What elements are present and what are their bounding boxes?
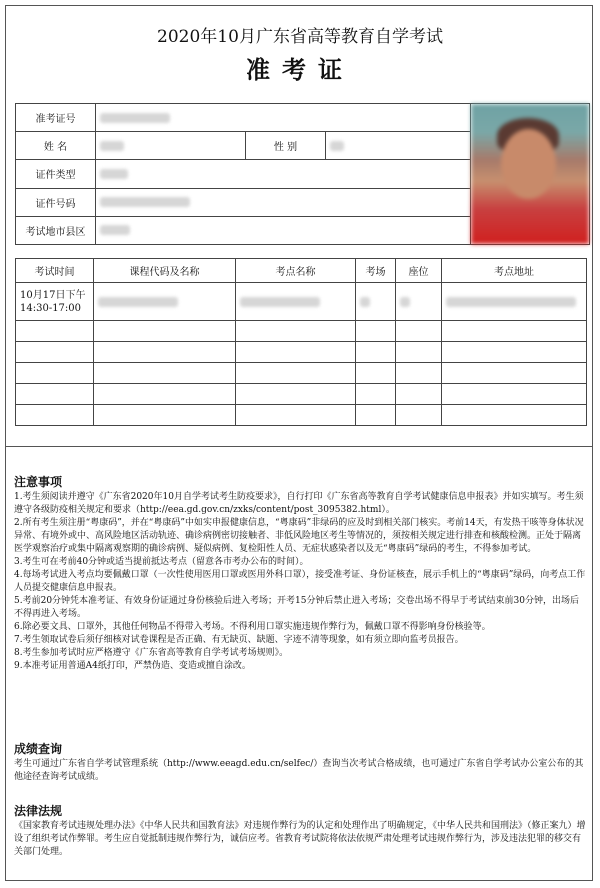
- seat-cell: [396, 283, 442, 321]
- course-cell: [94, 283, 236, 321]
- note-item: 9.本准考证用普通A4纸打印，严禁伪造、变造或擅自涂改。: [14, 661, 251, 671]
- notes-section: [6, 446, 592, 884]
- note-item: 1.考生须阅读并遵守《广东省2020年10月自学考试考生防疫要求》，自行打印《广东省高等教育自学考试健康信息申报表》并如实填写。考生须遵守各级防疫相关规定和要求（http://eea.gd.gov.cn/zxks/content/post_3095382.html）。: [14, 492, 584, 515]
- exam-no-value: [96, 104, 471, 132]
- note-item: 4.每场考试进入考点均要佩戴口罩（一次性使用医用口罩或医用外科口罩），接受准考证、身份证核查，展示手机上的“粤康码”绿码，向考点工作人员提交健康信息申报表。: [14, 570, 586, 593]
- exam-time-cell: 10月17日下午 14:30-17:00: [16, 283, 94, 321]
- note-item: 5.考前20分钟凭本准考证、有效身份证通过身份核验后进入考场；开考15分钟后禁止进入考场；交卷出场不得早于考试结束前30分钟，出场后不得再进入考场。: [14, 596, 579, 619]
- law-heading: 法律法规: [14, 804, 63, 818]
- name-label: 姓 名: [16, 132, 96, 160]
- col-address: 考点地址: [442, 259, 587, 283]
- results-heading: 成绩查询: [14, 742, 63, 756]
- col-room: 考场: [356, 259, 396, 283]
- note-item: 7.考生领取试卷后须仔细核对试卷课程是否正确、有无缺页、缺题、字迹不清等现象，如有须立即向监考员报告。: [14, 635, 464, 645]
- id-no-label: 证件号码: [16, 188, 96, 216]
- note-item: 3.考生可在考前40分钟或适当提前抵达考点（留意各市考办公布的时间）。: [14, 557, 309, 567]
- venue-cell: [236, 283, 356, 321]
- district-label: 考试地市县区: [16, 216, 96, 244]
- notes-heading: 注意事项: [14, 475, 63, 489]
- col-venue: 考点名称: [236, 259, 356, 283]
- note-item: 2.所有考生须注册“粤康码”，并在“粤康码”中如实申报健康信息，“粤康码”非绿码的应及时到相关部门核实。考前14天，有发热干咳等身体状况异常、有境外或中、高风险地区活动轨迹、确诊病例密切接触者、非低风险地区考生等情况的，须按相关规定进行排查和核酸检测。正处于隔离医学观察治疗或集中隔离观察期的确诊病例、疑似病例、复检阳性人员、无症状感染者以及无“粤康码”绿码的考生，不得参加考试。: [14, 518, 584, 554]
- table-row: [16, 321, 587, 342]
- page-subtitle: 准考证: [246, 55, 354, 84]
- exam-no-label: 准考证号: [16, 104, 96, 132]
- gender-label: 性 别: [246, 132, 326, 160]
- table-row: [16, 405, 587, 426]
- col-course: 课程代码及名称: [94, 259, 236, 283]
- id-type-label: 证件类型: [16, 160, 96, 188]
- results-text: 考生可通过广东省自学考试管理系统（http://www.eeagd.edu.cn/selfec/）查询当次考试合格成绩，也可通过广东省自学考试办公室公布的其他途径查询考试成绩。: [14, 759, 584, 782]
- address-cell: [442, 283, 587, 321]
- gender-value: [326, 132, 471, 160]
- district-value: [96, 216, 471, 244]
- id-no-value: [96, 188, 471, 216]
- table-row: [16, 384, 587, 405]
- table-row: [16, 363, 587, 384]
- law-text: 《国家教育考试违规处理办法》《中华人民共和国教育法》对违规作弊行为的认定和处理作出了明确规定，《中华人民共和国刑法》（修正案九）增设了组织考试作弊罪。考生应自觉抵制违规作弊行为，诚信应考。省教育考试院将依法依规严肃处理考试违规作弊行为，涉及违法犯罪的移交有关部门处理。: [14, 821, 586, 857]
- col-seat: 座位: [396, 259, 442, 283]
- note-item: 8.考生参加考试时应严格遵守《广东省高等教育自学考试考场规则》。: [14, 648, 289, 658]
- note-item: 6.除必要文具、口罩外，其他任何物品不得带入考场。不得利用口罩实施违规作弊行为，佩戴口罩不得影响身份核验等。: [14, 622, 491, 632]
- room-cell: [356, 283, 396, 321]
- page-title: 2020年10月广东省高等教育自学考试: [157, 27, 443, 47]
- candidate-photo-cell: [471, 104, 590, 245]
- notes-list: [14, 491, 586, 673]
- table-row: [16, 342, 587, 363]
- candidate-photo: [471, 104, 589, 244]
- exam-schedule-table: [15, 258, 587, 426]
- col-exam-time: 考试时间: [16, 259, 94, 283]
- candidate-info-table: [15, 103, 590, 245]
- table-row: [16, 283, 587, 321]
- name-value: [96, 132, 246, 160]
- id-type-value: [96, 160, 471, 188]
